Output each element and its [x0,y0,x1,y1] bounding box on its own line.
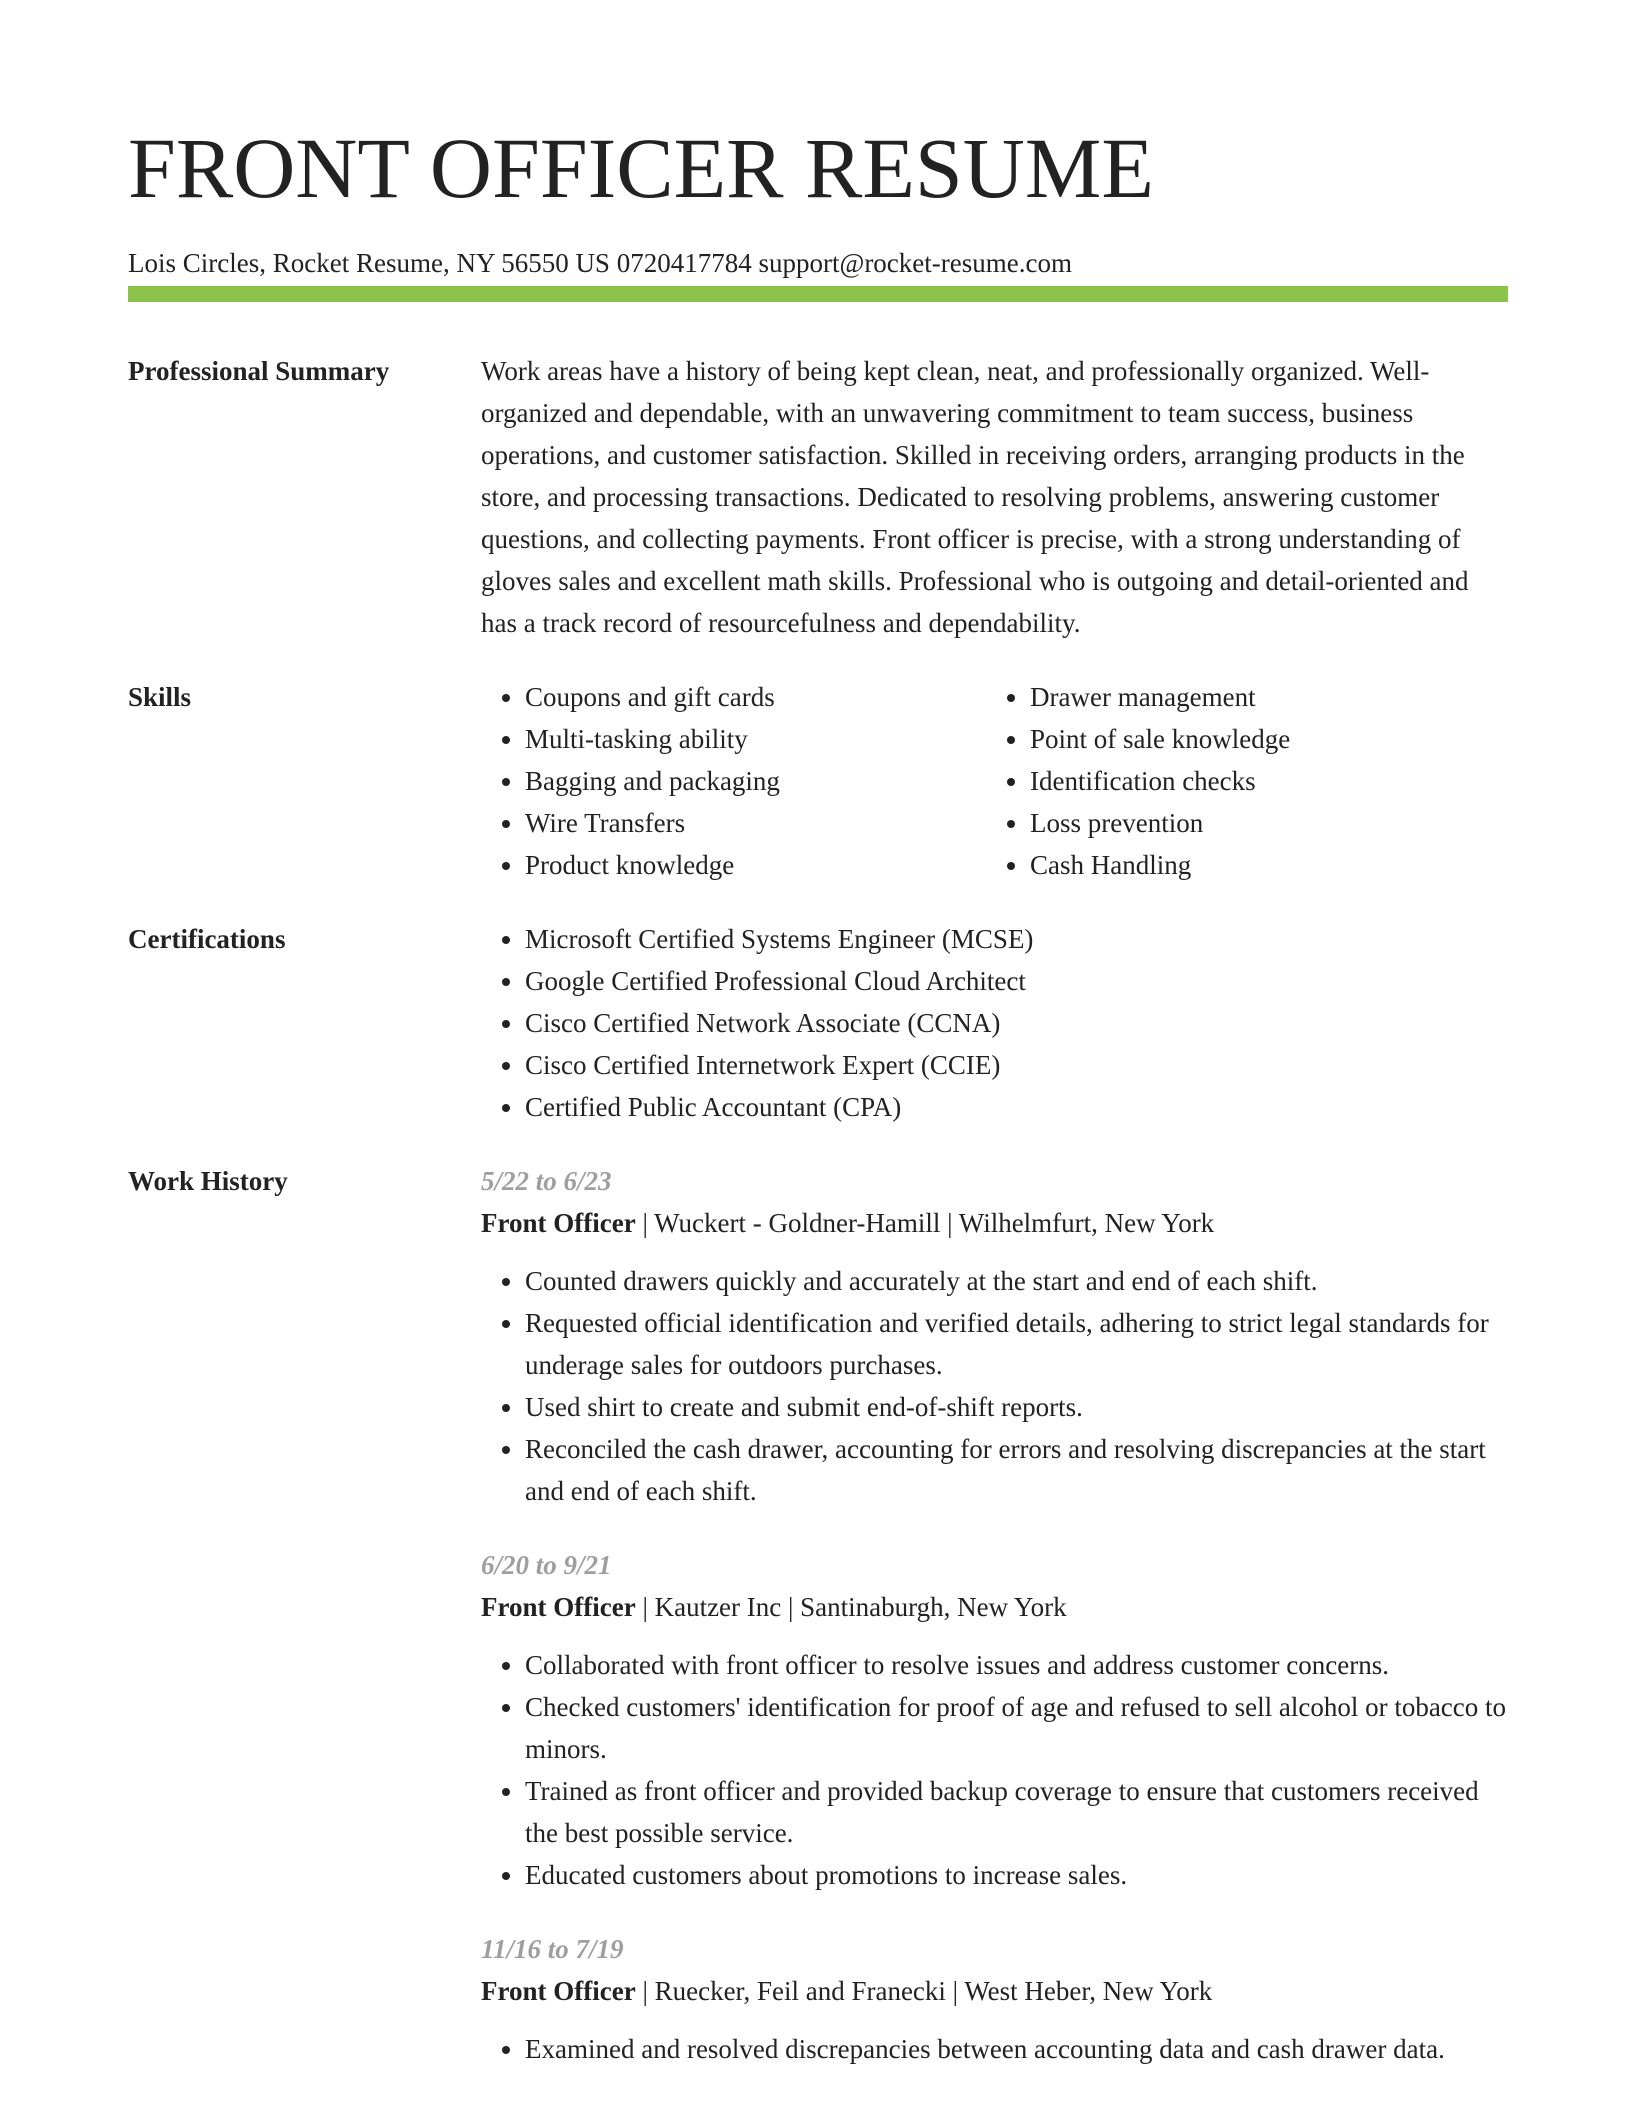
job-dates: 11/16 to 7/19 [481,1934,624,1964]
work-history-section [128,1160,1508,2070]
job-title: Front Officer [481,1976,636,2006]
job-bullet: • Trained as front officer and provided backup coverage to ensure that customers received the best possible service. [525,1770,1508,1854]
job-details: | Ruecker, Feil and Franecki | West Heber, New York [635,1976,1213,2006]
skill-item: • Product knowledge [525,844,986,886]
skill-item: • Drawer management [1030,676,1491,718]
contact-info: Lois Circles, Rocket Resume, NY 56550 US 0720417784 support@rocket-resume.com [128,248,1072,278]
job-bullet: • Collaborated with front officer to resolve issues and address customer concerns. [525,1644,1508,1686]
work-history-label: Work History [128,1166,288,1196]
job-dates: 6/20 to 9/21 [481,1550,612,1580]
skill-item: • Cash Handling [1030,844,1491,886]
skill-item: • Multi-tasking ability [525,718,986,760]
certification-item: • Cisco Certified Network Associate (CCNA) [525,1002,1508,1044]
certifications-list [481,918,1508,1128]
job-bullet: • Checked customers' identification for proof of age and refused to sell alcohol or tobacco to minors. [525,1686,1508,1770]
skill-item: • Identification checks [1030,760,1491,802]
job-title: Front Officer [481,1592,636,1622]
job-heading [481,1586,1508,1628]
job-entry [481,1160,1508,1512]
skills-section [128,676,1508,886]
job-details: | Kautzer Inc | Santinaburgh, New York [635,1592,1067,1622]
skills-label: Skills [128,682,192,712]
skills-grid [481,676,1508,886]
skill-item: • Coupons and gift cards [525,676,986,718]
certification-item: • Google Certified Professional Cloud Architect [525,960,1508,1002]
job-bullet: • Requested official identification and verified details, adhering to strict legal standards for underage sales for outdoors purchases. [525,1302,1508,1386]
certification-item: • Microsoft Certified Systems Engineer (MCSE) [525,918,1508,960]
job-heading [481,1202,1508,1244]
summary-section [128,350,1508,644]
job-bullets [481,1260,1508,1512]
job-details: | Wuckert - Goldner-Hamill | Wilhelmfurt, New York [635,1208,1215,1238]
summary-text: Work areas have a history of being kept clean, neat, and professionally organized. Well-organized and dependable, with an unwavering commitment to team success, business operations, and customer satisfaction. Skilled in receiving orders, arranging products in the store, and processing transactions. Dedicated to resolving problems, answering customer questions, and collecting payments. Front officer is precise, with a strong understanding of gloves sales and excellent math skills. Professional who is outgoing and detail-oriented and has a track record of resourcefulness and dependability. [481,356,1469,638]
skills-column-2 [986,676,1491,886]
job-bullet: • Used shirt to create and submit end-of-shift reports. [525,1386,1508,1428]
summary-label: Professional Summary [128,356,390,386]
job-bullet: • Examined and resolved discrepancies between accounting data and cash drawer data. [525,2028,1508,2070]
job-bullet: • Reconciled the cash drawer, accounting for errors and resolving discrepancies at the start and end of each shift. [525,1428,1508,1512]
certifications-section [128,918,1508,1128]
certification-item: • Cisco Certified Internetwork Expert (CCIE) [525,1044,1508,1086]
skill-item: • Bagging and packaging [525,760,986,802]
skill-item: • Point of sale knowledge [1030,718,1491,760]
skill-item: • Loss prevention [1030,802,1491,844]
job-bullet: • Educated customers about promotions to increase sales. [525,1854,1508,1896]
job-bullets [481,2028,1508,2070]
skills-column-1 [481,676,986,886]
job-entry [481,1544,1508,1896]
skill-item: • Wire Transfers [525,802,986,844]
job-title: Front Officer [481,1208,636,1238]
job-dates: 5/22 to 6/23 [481,1166,612,1196]
resume-title: FRONT OFFICER RESUME [128,120,1154,216]
job-entry [481,1928,1508,2070]
resume-header [128,118,1508,280]
job-heading [481,1970,1508,2012]
job-bullet: • Counted drawers quickly and accurately at the start and end of each shift. [525,1260,1508,1302]
certification-item: • Certified Public Accountant (CPA) [525,1086,1508,1128]
job-bullets [481,1644,1508,1896]
accent-divider [128,286,1508,302]
certifications-label: Certifications [128,924,286,954]
